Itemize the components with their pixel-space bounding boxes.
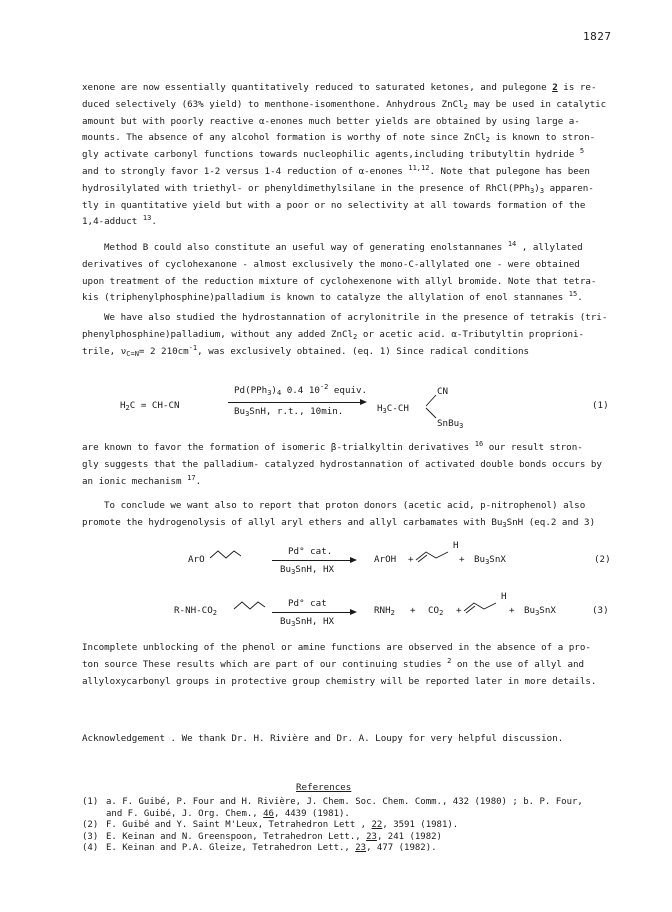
text-run: mounts. The absence of any alcohol formation is worthy of note since ZnCl — [82, 132, 486, 144]
text-run: phenylphosphine)palladium, without any added ZnCl — [82, 328, 354, 340]
eq2-conditions-top: Pd° cat. — [288, 546, 333, 557]
eq3-product-bu3snx: $Bu_3SnX$ — [524, 605, 556, 617]
text-run: hydrosilylated with triethyl- or phenyldimethylsilane in the presence of RhCl(PPh — [82, 182, 531, 194]
reference-item: (3) E. Keinan and N. Greenspoon, Tetrahedron Lett., 23, 241 (1982) — [82, 831, 442, 842]
paragraph-hydrostannation — [82, 310, 612, 360]
eq1-snbu3: SnBu$_3$ — [437, 418, 464, 430]
references-list — [82, 797, 622, 855]
text-run: apparen- — [549, 182, 594, 194]
eq1-conditions-top: $Pd(PPh_3)_4$ 0.4 $10^{-2}$ equiv. — [234, 383, 368, 397]
plus: + — [410, 605, 416, 616]
text-run: upon treatment of the reduction mixture of cyclohexenone with allyl bromide. Note that tetra- — [82, 275, 597, 287]
superscript: -1 — [188, 343, 198, 352]
subscript: 2 — [485, 136, 491, 145]
reaction-arrow — [272, 560, 352, 561]
acknowledgement: Acknowledgement . We thank Dr. H. Rivière and Dr. A. Loupy for very helpful discussion. — [82, 733, 564, 744]
eq2-label: (2) — [594, 554, 611, 565]
text-run: our result stron- — [488, 442, 583, 453]
propene-icon — [414, 546, 450, 564]
eq1-product: $H_3C-CH$ — [377, 403, 409, 415]
plus: + — [459, 554, 465, 565]
text-run: derivatives of cyclohexanone - almost exclusively the mono-C-allylated one - were obtained — [82, 258, 580, 270]
compound-number: 2 — [552, 82, 558, 93]
reaction-arrow — [272, 612, 352, 613]
text-run: or acetic acid. α-Tributyltin proprioni- — [362, 328, 585, 340]
eq1-reactant: $H_2C = CH-CN$ — [120, 400, 180, 412]
citation-13: 13 — [142, 214, 152, 223]
plus: + — [509, 605, 515, 616]
reference-item: (4) E. Keinan and P.A. Gleize, Tetrahedron Lett., 23, 477 (1982). — [82, 843, 437, 853]
eq3-conditions-bottom: $Bu_3SnH$, HX — [280, 616, 335, 628]
arrowhead — [350, 609, 357, 615]
citation-17: 17 — [187, 473, 196, 482]
text-run: SnH (eq.2 and 3) — [506, 516, 596, 528]
citation-5: 5 — [579, 147, 585, 156]
paragraph-method-b — [82, 240, 612, 307]
text-run: . Note that pulegone has been — [429, 165, 590, 177]
citation-11-12: 11,12 — [408, 163, 430, 172]
text-run: Method B could also constitute an useful way of generating enolstannanes — [104, 242, 503, 253]
text-run: . — [151, 216, 157, 228]
subscript: 2 — [463, 102, 468, 111]
eq1-cn: CN — [437, 386, 449, 397]
text-run: tly in quantitative yield but with a poor or no selectivity at all towards formation of the — [82, 199, 586, 211]
text-run: . — [195, 475, 202, 487]
subscript: 3 — [530, 186, 535, 195]
text-run: , allylated — [521, 242, 583, 253]
text-run: ton source These results which are part of our continuing studies — [82, 658, 442, 670]
reaction-arrow — [228, 402, 362, 403]
text-run: trile, ν — [82, 345, 127, 357]
reference-item: (1) a. F. Guibé, P. Four and H. Rivière, J. Chem. Soc. Chem. Comm., 432 (1980) ; b. P. Four, — [82, 797, 583, 807]
text-run: is re- — [563, 82, 597, 93]
plus: + — [408, 554, 414, 565]
text-run: kis (triphenylphosphine)palladium is known to catalyze the allylation of enol stannanes — [82, 292, 564, 304]
text-run: To conclude we want also to report that proton donors (acetic acid, p-nitrophenol) also — [104, 500, 586, 511]
eq2-h: H — [453, 540, 459, 551]
text-run: may be used in catalytic — [473, 98, 607, 110]
text-run: = 2 210cm — [138, 345, 189, 357]
plus: + — [456, 605, 462, 616]
eq2-product-bu3snx: $Bu_3SnX$ — [474, 554, 506, 566]
paragraph-mechanism — [82, 440, 612, 490]
text-run: , was exclusively obtained. (eq. 1) Since radical conditions — [197, 345, 530, 357]
allyl-chain-icon — [208, 546, 242, 564]
text-run: and to strongly favor 1-2 versus 1-4 reduction of α-enones — [82, 165, 403, 177]
text-run: Incomplete unblocking of the phenol or amine functions are observed in the absence of a pro- — [82, 642, 591, 653]
eq3-conditions-top: Pd° cat — [288, 598, 327, 609]
text-run: amount but with poorly reactive α-enones much better yields are obtained by using large a- — [82, 115, 580, 127]
eq3-product-rnh2: $RNH_2$ — [374, 605, 395, 617]
text-run: on the use of allyl and — [456, 658, 585, 670]
eq3-label: (3) — [592, 605, 609, 616]
eq3-reactant: $R-NH-CO_2$ — [174, 605, 217, 617]
text-run: 1,4-adduct — [82, 216, 138, 228]
citation-2: 2 — [447, 656, 452, 665]
paragraph-continuation — [82, 80, 612, 231]
subscript: 3 — [502, 520, 507, 529]
text-run: gly suggests that the palladium- catalyzed hydrostannation of activated double bonds occurs by — [82, 458, 602, 470]
text-run: duced selectively (63% yield) to menthone-isomenthone. Anhydrous ZnCl — [82, 98, 464, 110]
text-run: is known to stron- — [495, 132, 596, 144]
text-run: xenone are now essentially quantitatively reduced to saturated ketones, and pulegone — [82, 82, 547, 93]
eq1-conditions-bottom: $Bu_3SnH$, r.t., 10min. — [234, 406, 344, 418]
text-run: are known to favor the formation of isomeric β-trialkyltin derivatives — [82, 442, 470, 453]
subscript: C=N — [126, 349, 139, 358]
subscript: 2 — [353, 332, 358, 341]
reference-item: (2) F. Guibé and Y. Saint M'Leux, Tetrahedron Lett , 22, 3591 (1981). — [82, 820, 459, 830]
propene-icon — [462, 597, 498, 615]
text-run: an ionic mechanism — [82, 475, 182, 487]
citation-14: 14 — [507, 240, 517, 248]
text-run: ) — [534, 182, 540, 194]
paragraph-unblocking — [82, 640, 612, 690]
paragraph-conclusion — [82, 498, 612, 532]
text-run: We have also studied the hydrostannation of acrylonitrile in the presence of tetrakis (tri- — [104, 312, 608, 323]
citation-16: 16 — [474, 440, 484, 448]
text-run: gly activate carbonyl functions towards nucleophilic agents,including tributyltin hydride — [82, 149, 575, 161]
text-run: . — [577, 292, 583, 304]
reference-item-continuation: and F. Guibé, J. Org. Chem., 46, 4439 (1981). — [106, 808, 350, 819]
eq2-conditions-bottom: $Bu_3SnH$, HX — [280, 564, 335, 576]
citation-15: 15 — [568, 290, 578, 299]
references-heading: References — [296, 782, 352, 793]
arrowhead — [350, 557, 357, 563]
eq3-h: H — [501, 591, 507, 602]
text-run: allyloxycarbonyl groups in protective group chemistry will be reported later in more details. — [82, 675, 597, 687]
text-run: promote the hydrogenolysis of allyl aryl ethers and allyl carbamates with Bu — [82, 516, 503, 528]
eq1-label: (1) — [592, 400, 609, 411]
arrowhead — [360, 399, 367, 405]
allyl-chain-icon — [232, 597, 266, 615]
subscript: 3 — [539, 186, 545, 195]
eq2-product-aroh: ArOH — [374, 554, 397, 565]
page-number: 1827 — [583, 30, 612, 43]
eq3-product-co2: $CO_2$ — [428, 605, 444, 617]
eq2-reactant: ArO — [188, 554, 205, 565]
